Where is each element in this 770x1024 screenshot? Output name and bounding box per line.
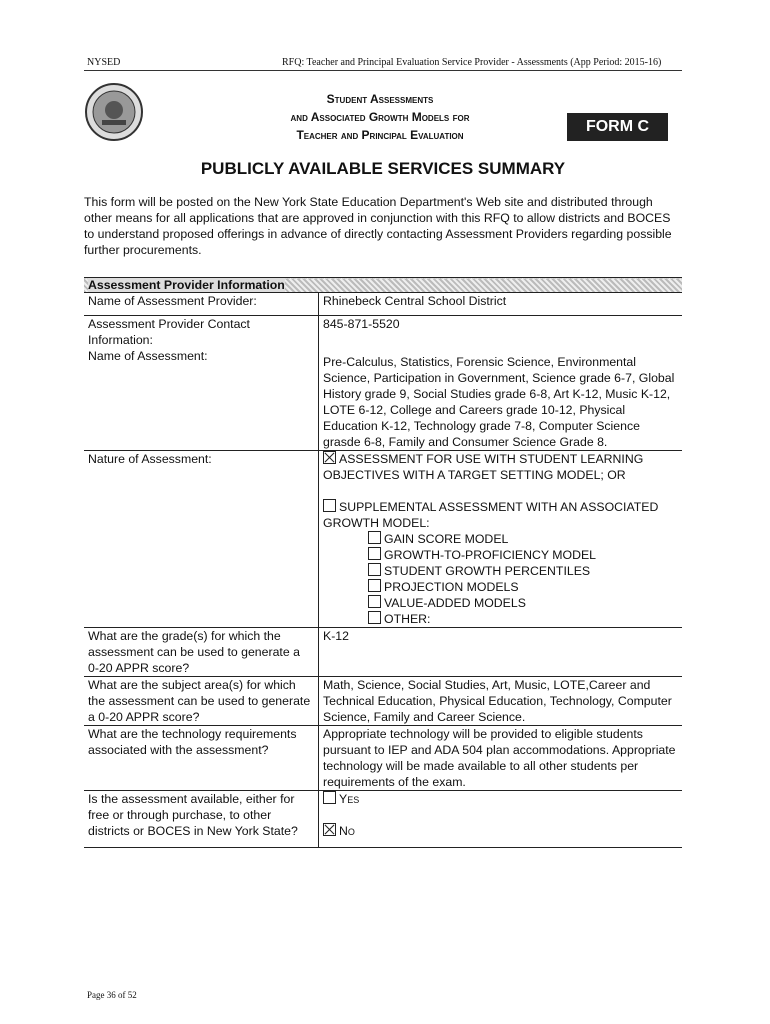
section-header: Assessment Provider Information [84, 278, 682, 293]
header-rfq-title: RFQ: Teacher and Principal Evaluation Service Provider - Assessments (App Period: 2015-16) [282, 57, 662, 68]
subjects-value: Math, Science, Social Studies, Art, Music, LOTE,Career and Technical Education, Physical Education, Technology, Computer Science, Family and Career Science. [319, 677, 683, 726]
grades-value: K-12 [319, 628, 683, 677]
availability-label: Is the assessment available, either for free or through purchase, to other districts or BOCES in New York State? [84, 791, 319, 848]
checkbox-icon[interactable] [368, 547, 381, 560]
page-number: Page 36 of 52 [87, 990, 137, 1000]
table-row [84, 451, 682, 628]
header-agency: NYSED [87, 57, 121, 68]
contact-label: Assessment Provider Contact Information: [84, 316, 319, 349]
checkbox-icon[interactable] [368, 611, 381, 624]
title-line-3: Teacher and Principal Evaluation [296, 128, 464, 142]
growth-model-option[interactable] [323, 579, 678, 595]
growth-model-label: OTHER: [384, 612, 431, 626]
provider-name-value: Rhinebeck Central School District [319, 293, 683, 316]
provider-name-label: Name of Assessment Provider: [84, 293, 319, 316]
header-divider [84, 70, 682, 71]
nature-options [319, 451, 683, 628]
no-label: No [339, 824, 355, 838]
checkbox-checked-icon[interactable] [323, 451, 336, 464]
slo-option[interactable] [323, 451, 678, 483]
checkbox-checked-icon[interactable] [323, 823, 336, 836]
table-row [84, 628, 682, 677]
title-line-2: and Associated Growth Models for [290, 110, 470, 124]
checkbox-icon[interactable] [368, 563, 381, 576]
availability-options [319, 791, 683, 848]
main-title: PUBLICLY AVAILABLE SERVICES SUMMARY [200, 159, 566, 178]
table-row [84, 677, 682, 726]
growth-model-label: PROJECTION MODELS [384, 580, 519, 594]
subjects-label: What are the subject area(s) for which the assessment can be used to generate a 0-20 APPR score? [84, 677, 319, 726]
nature-label: Nature of Assessment: [84, 451, 319, 628]
growth-model-option[interactable] [323, 547, 678, 563]
technology-label: What are the technology requirements associated with the assessment? [84, 726, 319, 791]
provider-info-table [84, 277, 682, 848]
table-row [84, 293, 682, 316]
form-label-badge: FORM C [567, 113, 668, 141]
grades-label: What are the grade(s) for which the assessment can be used to generate a 0-20 APPR score? [84, 628, 319, 677]
no-option[interactable] [323, 823, 678, 839]
assessment-name-value: Pre-Calculus, Statistics, Forensic Science, Environmental Science, Participation in Government, Science grade 6-7, Global History grade 9, Social Studies grade 6-8, Art K-12, Music K-12, LOTE 6-12, College and Careers grade 10-12, Physical Education K-12, Technology grade 7-8, Computer Science grasde 6-8, Family and Consumer Science Grade 8. [323, 355, 675, 449]
slo-option-label: ASSESSMENT FOR USE WITH STUDENT LEARNING OBJECTIVES WITH A TARGET SETTING MODEL; OR [323, 452, 644, 482]
growth-model-label: GROWTH-TO-PROFICIENCY MODEL [384, 548, 597, 562]
technology-value: Appropriate technology will be provided to eligible students pursuant to IEP and ADA 504 plan accommodations. Appropriate technology will be made available to all other students per requirements of the exam. [319, 726, 683, 791]
yes-label: Yes [339, 792, 360, 806]
growth-model-option[interactable] [323, 531, 678, 547]
checkbox-icon[interactable] [323, 499, 336, 512]
assessment-name-label: Name of Assessment: [84, 348, 319, 451]
table-row [84, 348, 682, 451]
title-line-1: Student Assessments [326, 92, 434, 106]
growth-model-option[interactable] [323, 595, 678, 611]
nys-seal-icon [84, 82, 144, 142]
supplemental-option-label: SUPPLEMENTAL ASSESSMENT WITH AN ASSOCIATED GROWTH MODEL: [323, 500, 659, 530]
checkbox-icon[interactable] [368, 531, 381, 544]
intro-paragraph: This form will be posted on the New York State Education Department's Web site and distributed through other means for all applications that are approved in conjunction with this RFQ to allow districts and BOCES to understand proposed offerings in advance of directly contacting Assessment Providers regarding possible further procurements. [84, 195, 672, 257]
table-row [84, 726, 682, 791]
growth-model-option[interactable] [323, 563, 678, 579]
contact-value: 845-871-5520 [319, 316, 683, 349]
checkbox-icon[interactable] [368, 579, 381, 592]
growth-model-label: VALUE-ADDED MODELS [384, 596, 526, 610]
checkbox-icon[interactable] [368, 595, 381, 608]
checkbox-icon[interactable] [323, 791, 336, 804]
growth-model-label: GAIN SCORE MODEL [384, 532, 509, 546]
document-title-block [220, 90, 540, 144]
supplemental-option[interactable] [323, 499, 678, 531]
table-row [84, 791, 682, 848]
yes-option[interactable] [323, 791, 678, 807]
growth-model-option[interactable] [323, 611, 678, 627]
table-row [84, 316, 682, 349]
growth-model-label: STUDENT GROWTH PERCENTILES [384, 564, 591, 578]
